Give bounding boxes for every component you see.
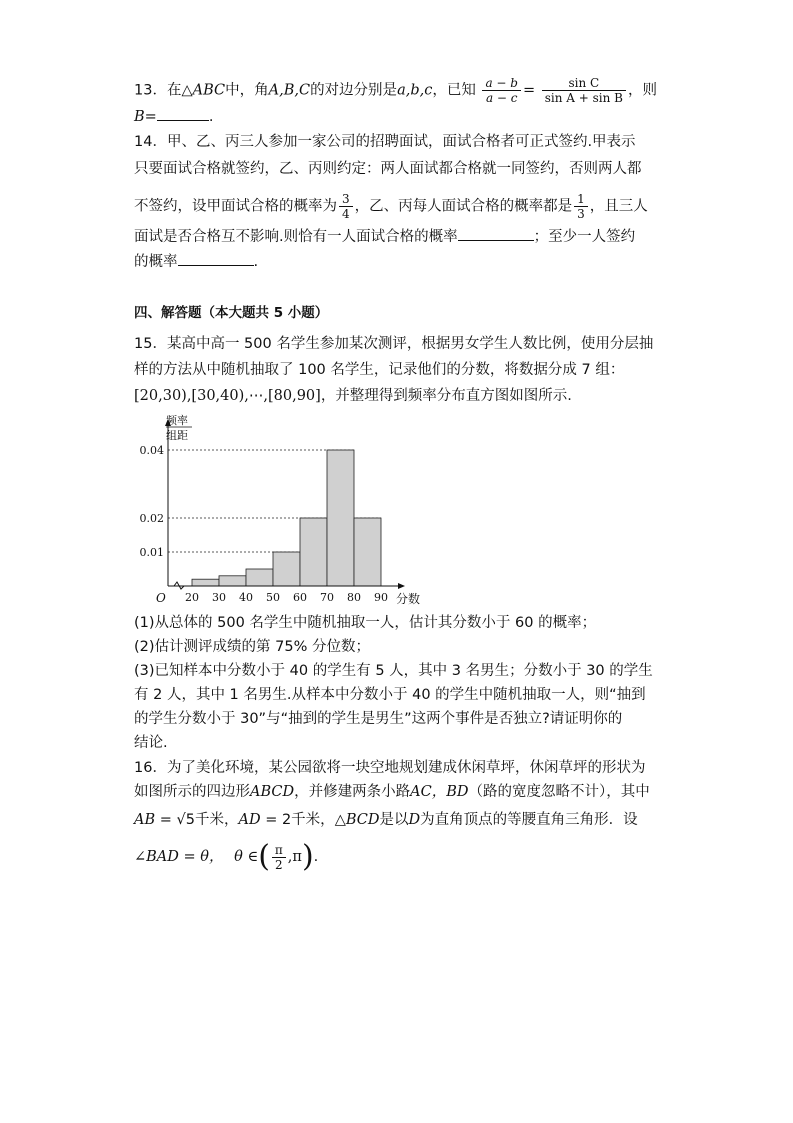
q14-text: ；至少一人签约 (533, 229, 636, 245)
triangle-bcd: △BCD (334, 812, 380, 828)
q13-text: ，则 (628, 82, 657, 99)
pi-upper: ,π (287, 849, 302, 865)
answer-blank-q14-2[interactable] (178, 251, 254, 266)
frac-numerator: a − b (482, 76, 521, 91)
sides-abc: a,b,c (397, 82, 433, 99)
x-tick-label: 20 (185, 591, 199, 604)
y-tick-label: 0.04 (139, 444, 164, 457)
frac-numerator: 3 (339, 192, 353, 207)
fraction-pi-2 (272, 843, 286, 872)
triangle-symbol: △ (181, 82, 193, 99)
q14-text: 不签约，设甲面试合格的概率为 (134, 198, 337, 215)
x-tick-label: 60 (293, 591, 307, 604)
q13-line2 (134, 106, 213, 127)
theta-in: θ ∈ (234, 849, 259, 865)
segment-ad: AD (238, 812, 261, 828)
frac-denominator: 2 (275, 857, 283, 872)
equals-sign: = (144, 109, 157, 125)
frac-denominator: 4 (342, 207, 350, 221)
q16-text: = √5千米， (155, 812, 239, 828)
x-tick-label: 90 (374, 591, 388, 604)
histogram-bar (354, 518, 381, 586)
histogram-bar (300, 518, 327, 586)
period: . (253, 254, 259, 270)
frac-denominator: 3 (577, 207, 585, 221)
q13-text: 的对边分别是 (310, 82, 398, 99)
q16-line3 (134, 810, 638, 830)
x-axis-label: 分数 (396, 592, 421, 606)
q14-line2: 只要面试合格就签约，乙、丙则约定：两人面试都合格就一同签约，否则两人都 (134, 161, 642, 177)
angle-b-label: B (134, 109, 145, 125)
histogram-bar (327, 450, 354, 586)
segment-ab: AB (134, 812, 156, 828)
q14-text: ，乙、丙每人面试合格的概率都是 (354, 198, 573, 215)
angle-bad: ∠BAD = θ， (134, 849, 224, 865)
period: . (208, 109, 214, 125)
x-axis-arrow-icon (398, 583, 405, 589)
q14-line1: 14．甲、乙、丙三人参加一家公司的招聘面试，面试合格者可正式签约.甲表示 (134, 134, 636, 150)
y-tick-label: 0.02 (139, 512, 164, 525)
histogram-bar (219, 576, 246, 586)
q14-line4 (134, 226, 635, 247)
q15-line1: 15．某高中高一 500 名学生参加某次测评，根据男女学生人数比例，使用分层抽 (134, 336, 654, 352)
x-tick-label: 40 (239, 591, 253, 604)
equals-sign: = (522, 82, 536, 99)
section-heading: 四、解答题（本大题共 5 小题） (134, 305, 329, 321)
x-tick-label: 50 (266, 591, 280, 604)
q15-line2: 样的方法从中随机抽取了 100 名学生，记录他们的分数，将数据分成 7 组： (134, 362, 625, 378)
q15-part3-line3: 的学生分数小于 30”与“抽到的学生是男生”这两个事件是否独立?请证明你的 (134, 711, 623, 727)
x-tick-label: 70 (320, 591, 334, 604)
frequency-histogram (130, 408, 430, 608)
y-axis-label-denominator: 组距 (166, 429, 188, 442)
q16-line4 (134, 839, 319, 874)
quad-abcd: ABCD (250, 784, 295, 800)
angles-abc: A,B,C (268, 82, 311, 99)
q16-text: 为直角顶点的等腰直角三角形．设 (420, 812, 638, 828)
q13-text: 13．在 (134, 82, 182, 99)
close-paren: ) (301, 839, 314, 874)
open-paren: ( (258, 839, 270, 874)
q14-text: 的概率 (134, 254, 178, 270)
q16-text: 是以 (379, 812, 409, 828)
origin-label: O (156, 591, 166, 605)
q16-line2 (134, 782, 650, 802)
q15-part3-line1: (3)已知样本中分数小于 40 的学生有 5 人，其中 3 名男生；分数小于 30 的学生 (134, 663, 653, 679)
q14-text: ，且三人 (589, 198, 648, 215)
q13-text: 中，角 (225, 82, 269, 99)
q15-part2: (2)估计测评成绩的第 75% 分位数； (134, 639, 370, 655)
triangle-abc: ABC (192, 82, 226, 99)
frac-denominator: sin A + sin B (544, 91, 623, 105)
q16-line1: 16．为了美化环境，某公园欲将一块空地规划建成休闲草坪，休闲草坪的形状为 (134, 760, 646, 776)
histogram-bar (246, 569, 273, 586)
q14-line5 (134, 251, 258, 272)
frac-numerator: π (272, 843, 286, 858)
q14-text: 面试是否合格互不影响.则恰有一人面试合格的概率 (134, 229, 458, 245)
fraction-3-4 (339, 192, 353, 221)
fraction-sin-ratio (542, 76, 626, 105)
y-axis-label-numerator: 频率 (166, 414, 188, 427)
q15-part1: (1)从总体的 500 名学生中随机抽取一人，估计其分数小于 60 的概率； (134, 615, 597, 631)
q16-text: （路的宽度忽略不计），其中 (468, 784, 650, 800)
answer-blank-q13[interactable] (157, 106, 209, 121)
vertex-d: D (408, 812, 421, 828)
histogram-bar (273, 552, 300, 586)
answer-blank-q14-1[interactable] (458, 226, 534, 241)
q15-part3-line2: 有 2 人，其中 1 名男生.从样本中分数小于 40 的学生中随机抽取一人，则“抽到 (134, 687, 646, 703)
fraction-1-3 (574, 192, 588, 221)
q15-part3-line4: 结论. (134, 735, 168, 751)
q15-line3 (134, 386, 572, 406)
q16-text: ，并修建两条小路 (294, 784, 411, 800)
period: . (313, 849, 319, 865)
x-tick-label: 80 (347, 591, 361, 604)
interval-list: [20,30),[30,40),⋯,[80,90] (134, 388, 321, 404)
fraction-a-b-over-a-c (482, 76, 521, 105)
y-tick-label: 0.01 (139, 546, 164, 559)
x-tick-label: 30 (212, 591, 226, 604)
frac-denominator: a − c (485, 91, 518, 105)
q16-text: 如图所示的四边形 (134, 784, 250, 800)
histogram-bar (192, 579, 219, 586)
q14-line3 (134, 192, 648, 221)
q15-text: ，并整理得到频率分布直方图如图所示. (320, 388, 572, 404)
frac-numerator: 1 (574, 192, 588, 207)
paths-ac-bd: AC，BD (410, 784, 469, 800)
q13-line1 (134, 76, 657, 105)
q13-text: ，已知 (432, 82, 476, 99)
q16-text: = 2千米， (260, 812, 335, 828)
frac-numerator: sin C (542, 76, 626, 91)
